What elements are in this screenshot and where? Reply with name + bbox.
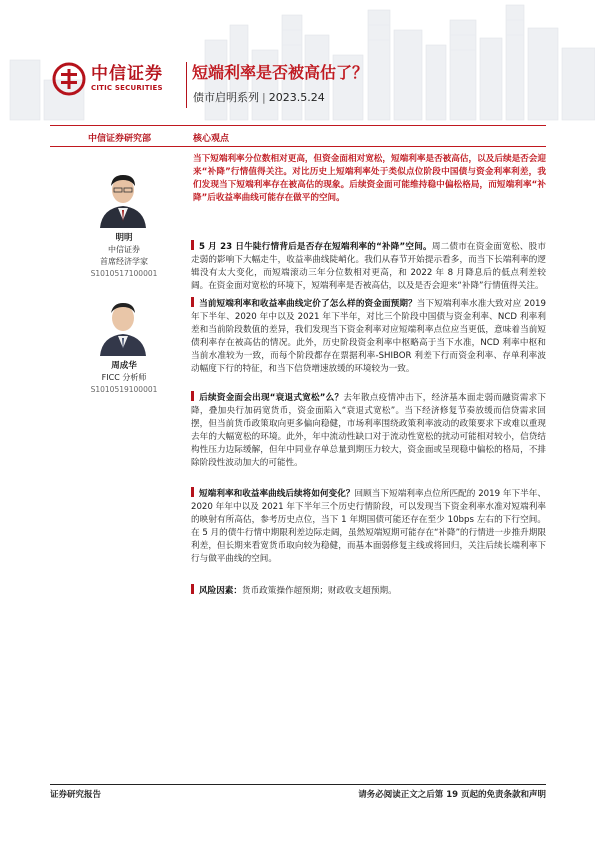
point-body: 当下短端利率水准大致对应 2019 年下半年、2020 年中以及 2021 年下半年，对比三个阶段中国债与资金利率、NCD 利率利差和当前阶段数值的差异，我们发现当下资金利率对应短端利率点位应当更低，意味着当前短债利率存在被高估的情况。此外，历史阶段资金利率中枢略高于当下水准，NCD 利率中枢和当前水准较为一致，而每个阶段都存在票据利率-SHIBOR 利差下行而资金利率、存单利率波动幅度下行的特征，和当下信贷增速放缓的环境较为一致。 <box>191 299 546 375</box>
subtitle-separator: | <box>262 91 266 104</box>
analyst-card <box>64 232 184 280</box>
analyst-license: S1010517100001 <box>90 269 158 278</box>
analyst-role: FICC 分析师 <box>101 373 147 382</box>
citic-logo-icon <box>52 62 86 96</box>
footer-report-type: 证券研究报告 <box>50 790 102 800</box>
bullet-marker <box>191 487 194 497</box>
core-summary: 当下短端利率分位数相对更高，但资金面相对宽松，短端利率是否被高估，以及后续是否会迎来“补降”行情值得关注。对比历史上短端利率处于类似点位阶段中国债与资金利率利差，我们发现当下短端利率存在被高估的现象。后续资金面可能维持稳中偏松格局，而短端利率“补降”后收益率曲线可能存在做平的空间。 <box>193 154 546 204</box>
analyst-org: 中信证券 <box>108 245 140 254</box>
logo-en: CITIC SECURITIES <box>91 84 163 92</box>
core-point <box>191 297 546 377</box>
point-body: 货币政策操作超预期；财政收支超预期。 <box>241 586 397 596</box>
report-subtitle <box>193 91 325 105</box>
point-body: 回顾当下短端利率点位所匹配的 2019 年下半年、2020 年年中以及 2021 年下半年三个历史行情阶段，可以发现当下资金利率水准对短端利率的映射有所高估，参考历史点位，当下 1 年期国债可能还存在至少 10bps 左右的下行空间。在 5 月的债牛行情中期限利差边际走阔，虽然短端短期可能存在“补降”的行情进一步推升期限利差，但长期来看宽货币取向较为稳健，而基本面弱修复主线或将回归，关注后续长端利率下行与做平曲线的空间。 <box>191 489 546 565</box>
footer-disclaimer: 请务必阅读正文之后第 19 页起的免责条款和声明 <box>358 790 546 800</box>
point-lead: 后续资金面会出现“衰退式宽松”么？ <box>199 393 344 403</box>
bullet-marker <box>191 584 194 594</box>
header-rule <box>50 125 546 126</box>
analyst-role: 首席经济学家 <box>100 257 148 266</box>
core-point <box>191 584 546 598</box>
bullet-marker <box>191 240 194 250</box>
report-date: 2023.5.24 <box>268 91 325 104</box>
point-lead: 5 月 23 日牛陡行情背后是否存在短端利率的“补降”空间。 <box>199 242 432 252</box>
header-divider <box>186 62 187 108</box>
research-dept-heading: 中信证券研究部 <box>88 134 152 144</box>
section-rule <box>50 146 546 147</box>
analyst-photo <box>94 164 152 228</box>
analyst-name: 周成华 <box>111 361 137 371</box>
point-lead: 当前短端利率和收益率曲线定价了怎么样的资金面预期？ <box>199 299 417 309</box>
point-lead: 短端利率和收益率曲线后续将如何变化？ <box>199 489 355 499</box>
citic-logo <box>52 62 163 96</box>
point-body: 周二债市在资金面宽松、股市走弱的影响下大幅走牛，收益率曲线陡峭化。我们从春节开始提示看多，而当下长端利率的逻辑没有太大变化，而短端滚动三年分位数相对更高，和 2022 年 8 月降息后的低点利差较阔。在资金面对宽松的环境下，短端利率是否被高估，以及是否会迎来“补降”行情值得关注。 <box>191 242 546 292</box>
point-body: 去年散点疫情冲击下，经济基本面走弱而融资需求下降，叠加央行加码宽货币，资金面陷入“衰退式宽松”。当下经济修复节奏放缓而信贷需求回摆，但当前货币政策取向更多偏向稳健，市场利率围绕政策利率波动的政策要求下或难以重现去年的大幅宽松的环境。此外，年中流动性缺口对于流动性宽松的扰动可能相对较小，信贷结构性压力边际缓解，但年中同业存单总量到期压力较大，资金面或呈现稳中偏松的格局，不排除阶段性波动加大的可能性。 <box>191 393 546 469</box>
report-title: 短端利率是否被高估了？ <box>192 63 369 82</box>
point-lead: 风险因素： <box>199 586 242 596</box>
analyst-card <box>64 360 184 396</box>
series-name: 债市启明系列 <box>193 91 259 104</box>
core-view-heading: 核心观点 <box>193 134 230 144</box>
bullet-marker <box>191 297 194 307</box>
footer-rule <box>50 784 546 785</box>
analyst-name: 明明 <box>115 233 133 243</box>
core-point <box>191 487 546 567</box>
bullet-marker <box>191 391 194 401</box>
logo-cn: 中信证券 <box>91 64 163 84</box>
core-point <box>191 240 546 293</box>
analyst-photo <box>94 292 152 356</box>
analyst-license: S1010519100001 <box>90 385 158 394</box>
core-point <box>191 391 546 471</box>
